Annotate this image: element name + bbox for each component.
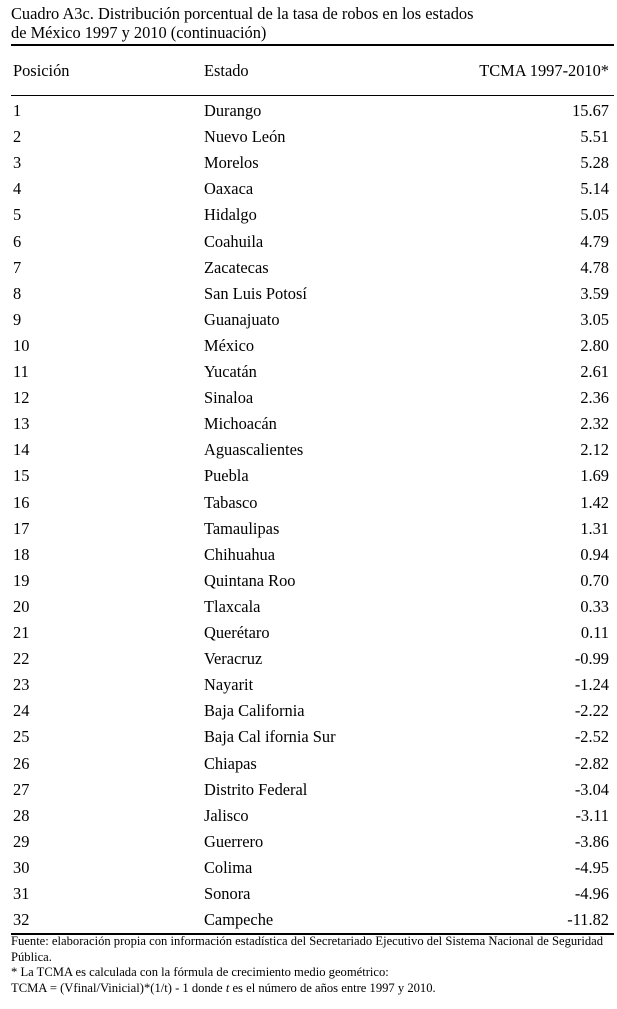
- cell-position: 13: [13, 414, 30, 434]
- cell-value: 15.67: [572, 101, 609, 120]
- header-value: TCMA 1997-2010*: [479, 61, 609, 80]
- cell-position: 12: [13, 388, 30, 408]
- cell-state: México: [204, 335, 255, 355]
- cell-value: -3.86: [574, 831, 609, 851]
- cell-value: 0.11: [580, 623, 609, 642]
- cell-position: 22: [13, 649, 30, 669]
- formula-prefix: TCMA = (Vfinal/Vinicial)*(1/t) - 1 donde: [11, 980, 226, 995]
- cell-value: -0.99: [574, 649, 609, 669]
- footnote: * La TCMA es calculada con la fórmula de crecimiento medio geométrico:: [11, 965, 389, 979]
- cell-state: Sonora: [204, 884, 251, 903]
- cell-position: 10: [13, 335, 30, 355]
- cell-value: -11.82: [567, 910, 609, 930]
- cell-state: Colima: [204, 857, 253, 877]
- cell-position: 26: [13, 753, 30, 773]
- cell-state: Guanajuato: [204, 309, 280, 329]
- cell-state: Tlaxcala: [204, 596, 261, 616]
- cell-value: -3.04: [574, 779, 609, 799]
- top-rule: [11, 44, 614, 46]
- cell-position: 27: [13, 779, 30, 799]
- table-notes: [11, 934, 611, 996]
- cell-position: 28: [13, 805, 30, 825]
- cell-value: 4.78: [580, 257, 609, 277]
- header-position: Posición: [13, 61, 70, 80]
- cell-position: 1: [13, 101, 22, 120]
- cell-state: Yucatán: [204, 362, 257, 381]
- cell-value: 2.80: [580, 335, 609, 355]
- cell-position: 16: [13, 492, 30, 512]
- cell-state: Distrito Federal: [204, 779, 308, 799]
- cell-state: Querétaro: [204, 623, 270, 642]
- cell-state: Morelos: [204, 153, 259, 173]
- cell-state: Quintana Roo: [204, 570, 296, 590]
- cell-state: Baja Cal ifornia Sur: [204, 727, 336, 747]
- cell-state: Sinaloa: [204, 388, 254, 408]
- cell-value: 2.32: [580, 414, 609, 434]
- cell-position: 32: [13, 910, 30, 930]
- cell-state: Tamaulipas: [204, 518, 280, 538]
- cell-value: 5.05: [580, 205, 609, 225]
- cell-state: Baja California: [204, 701, 305, 721]
- cell-position: 20: [13, 596, 30, 616]
- cell-value: 2.12: [580, 440, 609, 460]
- cell-value: 0.94: [580, 544, 609, 564]
- cell-position: 11: [13, 362, 29, 381]
- table-caption: [11, 4, 601, 42]
- cell-value: -2.52: [574, 727, 609, 747]
- cell-value: 1.42: [580, 492, 609, 512]
- caption-line-2: de México 1997 y 2010 (continuación): [11, 23, 267, 42]
- cell-value: 4.79: [580, 231, 609, 251]
- cell-value: 5.14: [580, 179, 609, 199]
- cell-value: 5.51: [580, 127, 609, 147]
- cell-value: 5.28: [580, 153, 609, 173]
- cell-position: 25: [13, 727, 30, 747]
- cell-value: -3.11: [575, 805, 609, 825]
- cell-value: -4.95: [574, 857, 609, 877]
- cell-value: 2.61: [580, 362, 609, 381]
- cell-position: 29: [13, 831, 30, 851]
- cell-position: 14: [13, 440, 30, 460]
- cell-state: Nuevo León: [204, 127, 286, 147]
- cell-value: 2.36: [580, 388, 609, 408]
- caption-line-1: Cuadro A3c. Distribución porcentual de la tasa de robos en los estados: [11, 4, 474, 23]
- cell-state: Chiapas: [204, 753, 257, 773]
- formula-variable: t: [225, 980, 230, 995]
- cell-position: 8: [13, 283, 22, 303]
- cell-position: 17: [13, 518, 30, 538]
- cell-value: 0.33: [580, 596, 609, 616]
- cell-state: Puebla: [204, 466, 249, 486]
- cell-position: 30: [13, 857, 30, 877]
- cell-value: -1.24: [574, 675, 609, 695]
- cell-value: 0.70: [580, 570, 609, 590]
- cell-position: 18: [13, 544, 30, 564]
- cell-position: 9: [13, 309, 22, 329]
- cell-position: 5: [13, 205, 22, 225]
- cell-position: 3: [13, 153, 22, 173]
- cell-state: Guerrero: [204, 831, 264, 851]
- cell-position: 15: [13, 466, 30, 486]
- header-state: Estado: [204, 61, 249, 80]
- cell-state: Campeche: [204, 910, 274, 930]
- cell-position: 24: [13, 701, 30, 721]
- cell-state: Aguascalientes: [204, 440, 304, 460]
- cell-position: 19: [13, 570, 30, 590]
- cell-state: Durango: [204, 101, 262, 120]
- cell-state: Zacatecas: [204, 257, 269, 277]
- cell-state: Chihuahua: [204, 544, 276, 564]
- cell-state: Jalisco: [204, 805, 249, 825]
- cell-state: Veracruz: [204, 649, 263, 669]
- header-rule: [11, 95, 614, 96]
- cell-value: -2.22: [574, 701, 609, 721]
- cell-state: Michoacán: [204, 414, 277, 434]
- formula-note: [11, 981, 611, 997]
- cell-position: 21: [13, 623, 30, 642]
- cell-state: Tabasco: [204, 492, 258, 512]
- cell-value: 3.59: [580, 283, 609, 303]
- cell-value: -2.82: [574, 753, 609, 773]
- cell-position: 23: [13, 675, 30, 695]
- cell-position: 2: [13, 127, 22, 147]
- cell-position: 4: [13, 179, 22, 199]
- source-note: Fuente: elaboración propia con información estadística del Secretariado Ejecutivo del Sistema Nacional de Seguridad Pública.: [11, 934, 604, 964]
- cell-value: -4.96: [574, 884, 609, 903]
- cell-value: 3.05: [580, 309, 609, 329]
- cell-state: Hidalgo: [204, 205, 257, 225]
- cell-value: 1.31: [580, 518, 609, 538]
- cell-position: 7: [13, 257, 22, 277]
- cell-value: 1.69: [580, 466, 609, 486]
- cell-position: 6: [13, 231, 22, 251]
- cell-state: Nayarit: [204, 675, 254, 695]
- cell-state: Coahuila: [204, 231, 264, 251]
- cell-state: San Luis Potosí: [204, 283, 307, 303]
- cell-position: 31: [13, 884, 30, 903]
- cell-state: Oaxaca: [204, 179, 254, 199]
- formula-suffix: es el número de años entre 1997 y 2010.: [229, 980, 436, 995]
